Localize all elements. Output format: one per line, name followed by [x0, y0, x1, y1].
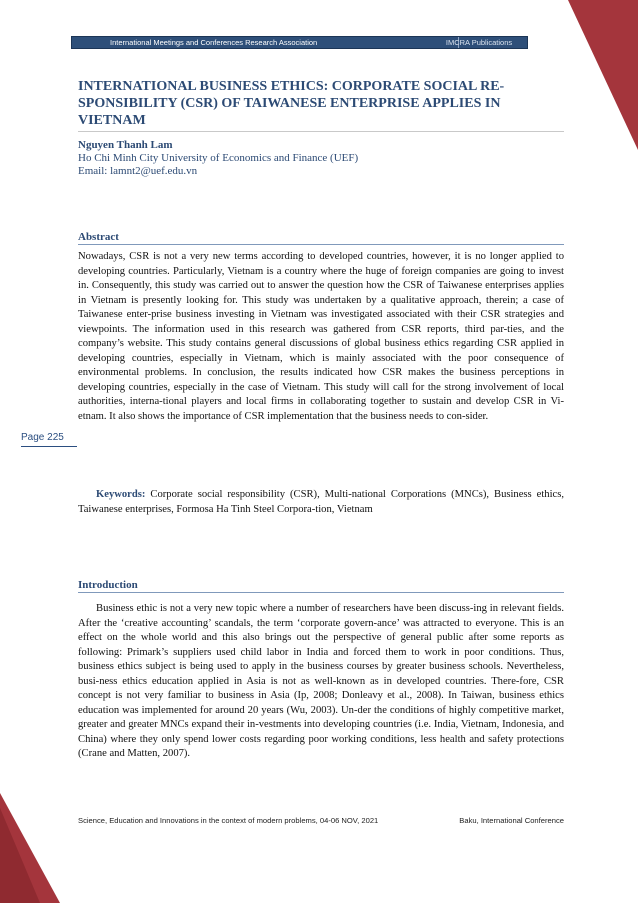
keywords-block: [78, 488, 564, 517]
header-bar: [71, 36, 528, 49]
abstract-heading: Abstract: [78, 231, 564, 245]
keywords-label: Keywords:: [96, 489, 146, 500]
author-block: [78, 139, 564, 178]
header-association: International Meetings and Conferences Research Association: [110, 38, 318, 47]
introduction-heading: Introduction: [78, 579, 564, 593]
introduction-text: Business ethic is not a very new topic where a number of researchers have been discuss-ing in relevant fields. After the ‘creative accounting’ scandals, the term ‘corporate govern-ance’ was attracted to everyone. This is an effect on the whole world and this also brings out the perspective of general public after some reports as following: Primark’s suppliers used child labor in India and forced them to work in poor conditions. Thus, business ethics subject is being used to apply in the business courses by greater business schools. Nevertheless, busi-ness ethics education applied in Asia is not as well-known as in developed countries. There-fore, CSR concept is not very familiar to business in Asia (Ip, 2008; Donleavy et al., 2008). In Taiwan, business ethics education was implemented for around 20 years (Wu, 2003). Un-der the conditions of highly competitive market, greater and greater MNCs expand their in-vestments into developing countries (i.e. India, Vietnam, Indonesia, and China) where they only spend lower costs regarding poor working conditions, less health and safety protections (Crane and Matten, 2007).: [78, 603, 564, 759]
author-affiliation: Ho Chi Minh City University of Economics and Finance (UEF): [78, 152, 359, 164]
page-number-rule: [21, 446, 77, 447]
paper-title: INTERNATIONAL BUSINESS ETHICS: CORPORATE SOCIAL RE-SPONSIBILITY (CSR) OF TAIWANESE ENTERPRISE APPLIES IN VIETNAM: [78, 78, 564, 132]
header-publisher: IMCRA Publications: [445, 38, 513, 47]
footer-conference-title: Science, Education and Innovations in the context of modern problems, 04-06 NOV, 2021: [78, 816, 379, 825]
corner-decoration-top-right: [568, 0, 638, 150]
abstract-text: Nowadays, CSR is not a very new terms according to developed countries, however, it is no longer applied to developing countries. Particularly, Vietnam is a country where the huge of foreign companies are going to invest in. Consequently, this study was carried out to answer the question how the CSR of Taiwanese enterprises applies in Vietnam is presently looking for. This study was undertaken by a qualitative approach, therein; a case of Taiwanese enter-prise business investing in Vietnam was investigated associated with their CSR strategies and viewpoints. The information used in this research was gathered from CSR reports, third par-ties, and the company’s website. This study contains general discussions of global business ethics regarding CSR applied in developing countries, especially in Vietnam, which is mainly associated with the poor consequence of environmental problems. In conclusion, the results indicated how CSR makes the business perceptions in developing countries, especially in the case of Vietnam. This study will call for the strong involvement of local authorities, interna-tional players and local firms in collaborating together to sustain and develop CSR in Vi-etnam. It also shows the importance of CSR implementation that the business needs to con-sider.: [78, 251, 564, 422]
author-name: Nguyen Thanh Lam: [78, 139, 173, 151]
footer: [78, 816, 564, 825]
keywords-text: Corporate social responsibility (CSR), Multi-national Corporations (MNCs), Business ethics, Taiwanese enterprises, Formosa Ha Tinh Steel Corpora-tion, Vietnam: [78, 489, 564, 515]
page-number: Page 225: [21, 432, 64, 443]
author-email: Email: lamnt2@uef.edu.vn: [78, 165, 198, 177]
footer-location: Baku, International Conference: [459, 816, 564, 825]
corner-decoration-bottom-left-inner: [0, 808, 40, 903]
